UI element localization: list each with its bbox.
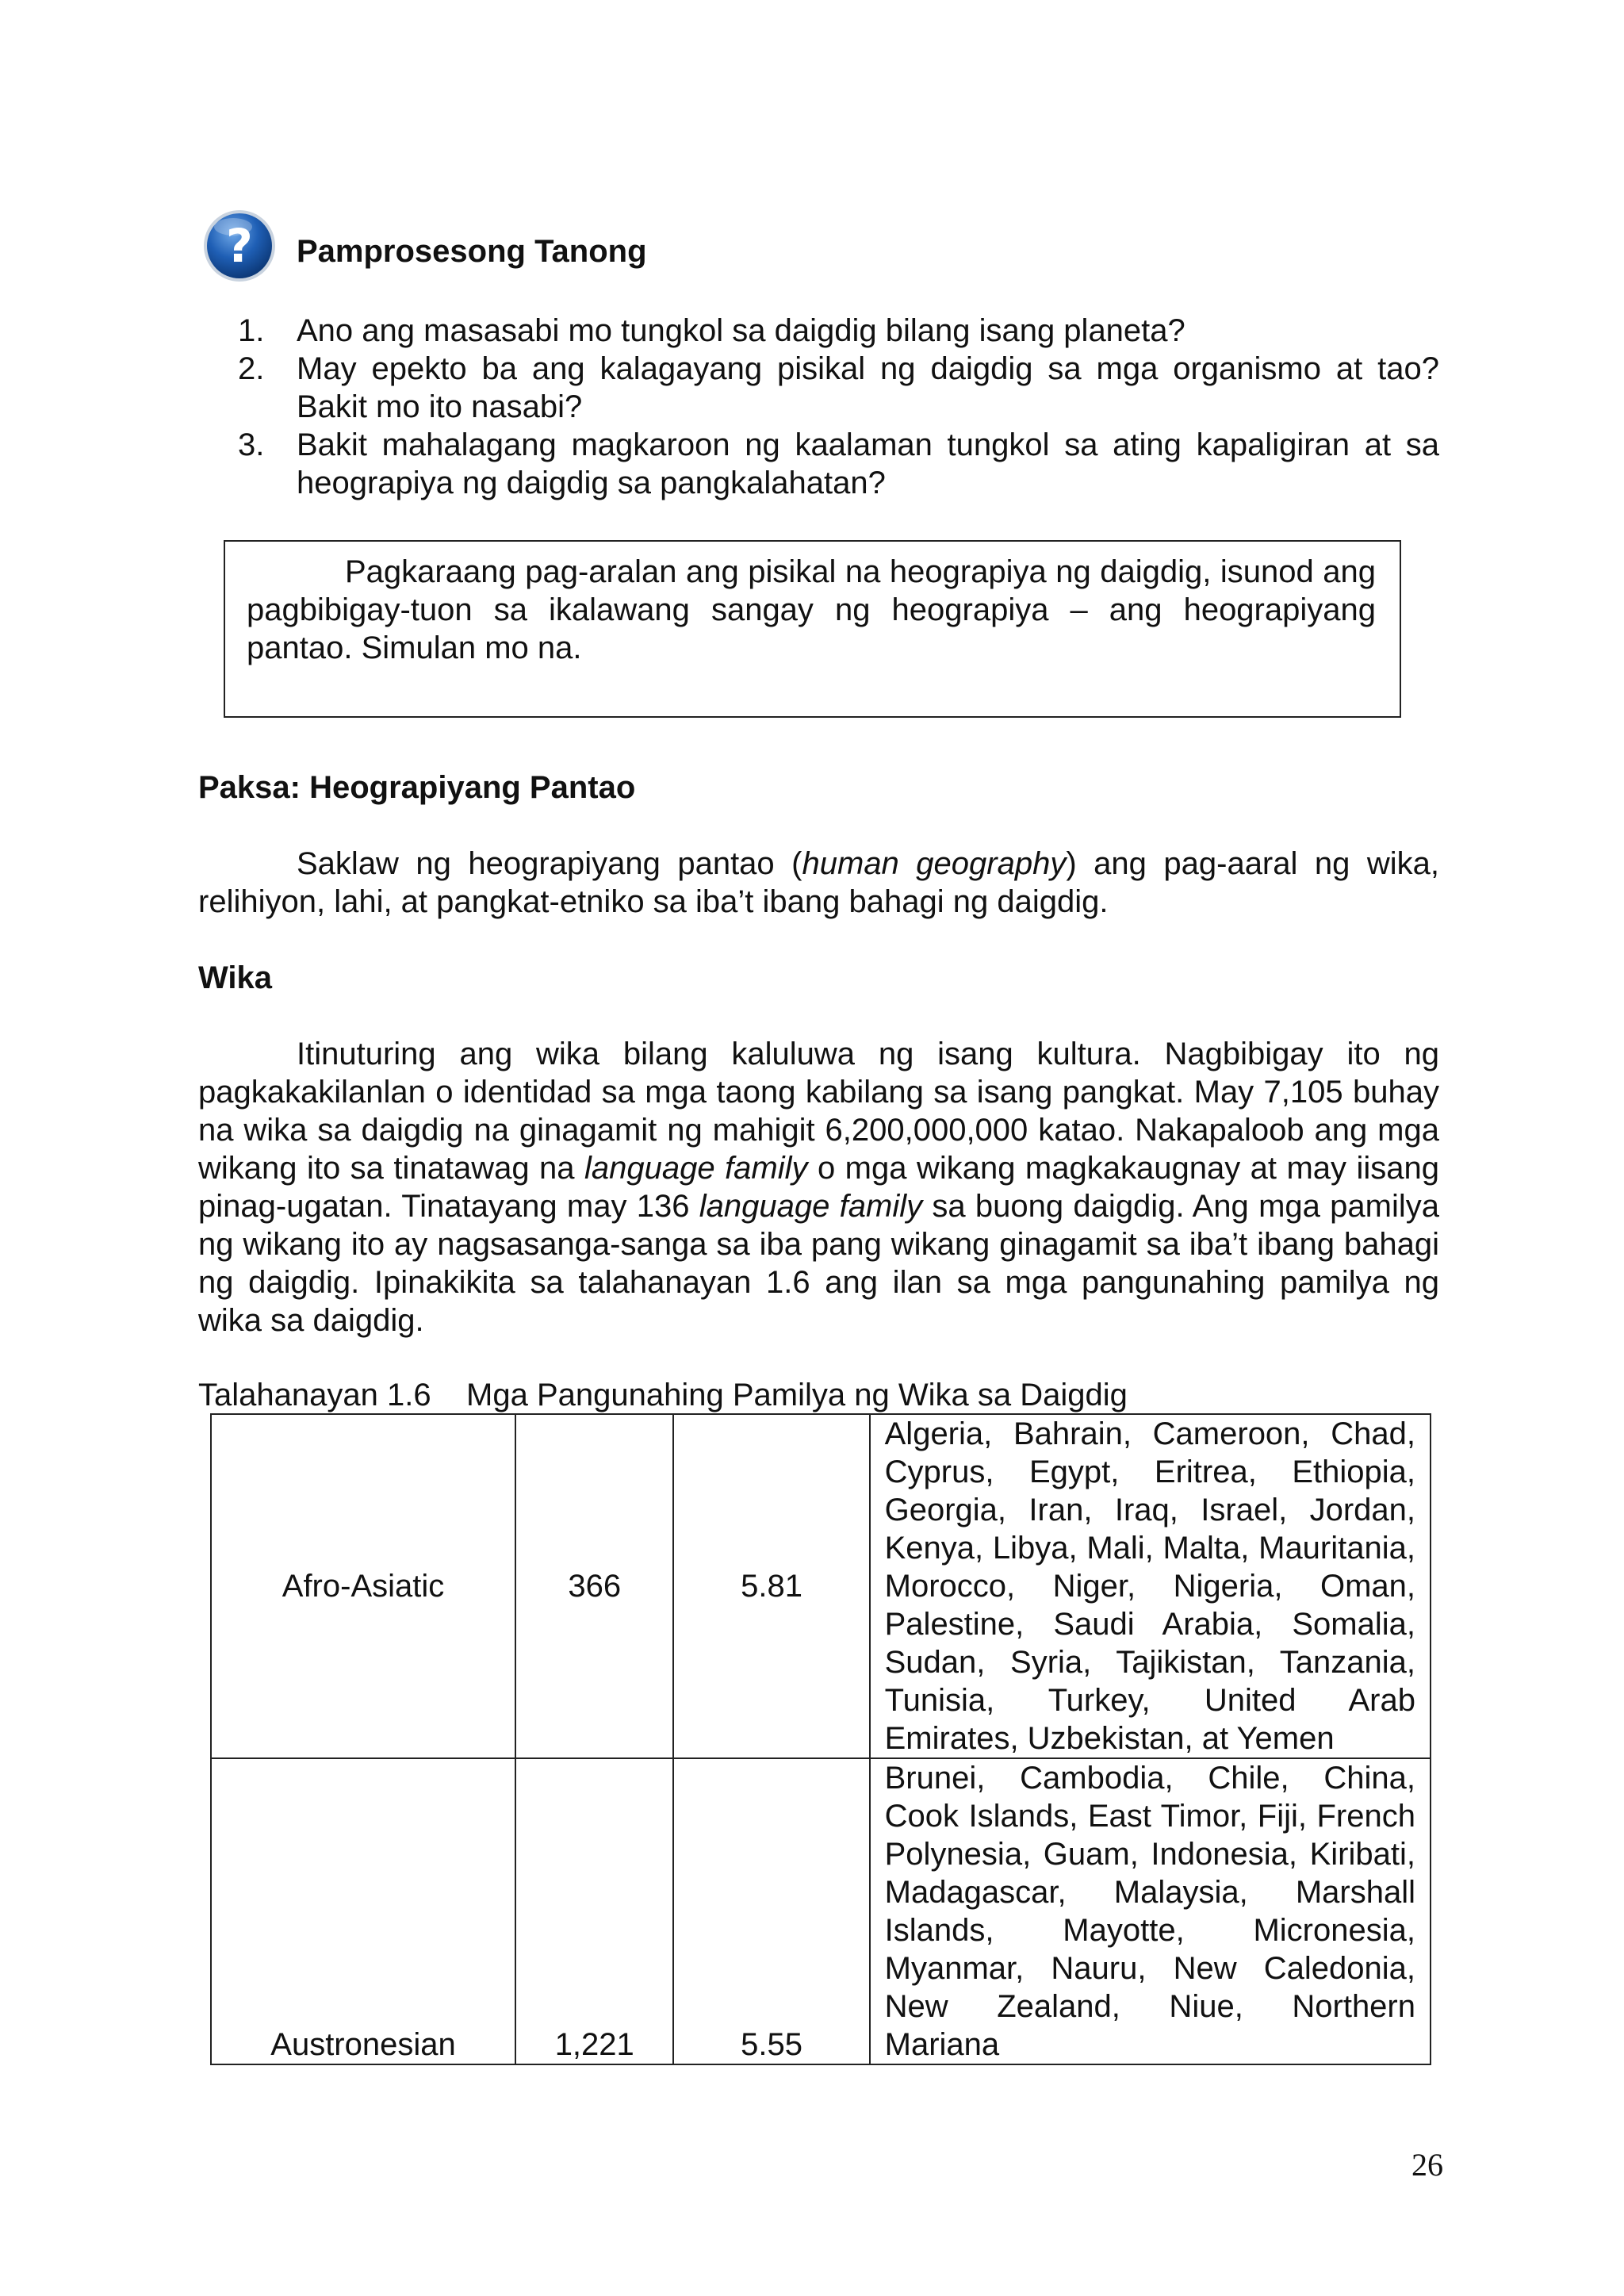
wika-heading: Wika <box>198 960 273 995</box>
list-text: May epekto ba ang kalagayang pisikal ng daigdig sa mga organismo at tao? Bakit mo ito nasabi? <box>297 351 1439 424</box>
table-caption: Talahanayan 1.6 Mga Pangunahing Pamilya ng Wika sa Daigdig <box>198 1378 1128 1412</box>
section-title: Pamprosesong Tanong <box>297 234 647 269</box>
countries-cell: Algeria, Bahrain, Cameroon, Chad, Cyprus, Egypt, Eritrea, Ethiopia, Georgia, Iran, Iraq, Israel, Jordan, Kenya, Libya, Mali, Malta, Mauritania, Morocco, Niger, Nigeria, Oman, Palestine, Saudi Arabia, Somalia, Sudan, Syria, Tajikistan, Tanzania, Tunisia, Turkey, United Arab Emirates, Uzbekistan, at Yemen <box>870 1414 1431 1758</box>
list-item <box>238 426 1439 502</box>
svg-text:?: ? <box>226 219 253 273</box>
intro-text: ) ang pag-aaral ng wika, relihiyon, lahi, at pangkat-etniko sa iba’t ibang bahagi ng daigdig. <box>198 846 1439 919</box>
count-cell: 366 <box>515 1414 673 1758</box>
paragraph-text: o mga wikang magkakaugnay at may iisang pinag-ugatan. Tinatayang may 136 <box>198 1151 1440 1224</box>
table-row <box>211 1758 1431 2064</box>
question-list <box>238 312 1439 502</box>
instruction-box <box>224 540 1401 718</box>
paragraph-italic: language family <box>584 1151 808 1186</box>
paragraph-italic: language family <box>699 1189 923 1224</box>
list-text: Bakit mahalagang magkaroon ng kaalaman tungkol sa ating kapaligiran at sa heograpiya ng daigdig sa pangkalahatan? <box>297 427 1439 500</box>
language-family-table <box>210 1413 1431 2065</box>
wika-paragraph <box>198 1035 1439 1340</box>
intro-paragraph <box>198 845 1439 921</box>
list-number: 2. <box>238 351 265 386</box>
list-number: 1. <box>238 313 265 348</box>
table-row <box>211 1414 1431 1758</box>
list-item <box>238 350 1439 426</box>
list-number: 3. <box>238 427 265 462</box>
instruction-text: Pagkaraang pag-aralan ang pisikal na heograpiya ng daigdig, isunod ang pagbibigay-tuon sa ikalawang sangay ng heograpiya – ang heograpiyang pantao. Simulan mo na. <box>247 554 1376 665</box>
list-text: Ano ang masasabi mo tungkol sa daigdig bilang isang planeta? <box>297 313 1185 348</box>
countries-cell: Brunei, Cambodia, Chile, China, Cook Islands, East Timor, Fiji, French Polynesia, Guam, Indonesia, Kiribati, Madagascar, Malaysia, Marshall Islands, Mayotte, Micronesia, Myanmar, Nauru, New Caledonia, New Zealand, Niue, Northern Mariana <box>870 1758 1431 2064</box>
list-item <box>238 312 1439 350</box>
intro-text: Saklaw ng heograpiyang pantao ( <box>297 846 802 881</box>
paragraph-text: sa buong daigdig. Ang mga pamilya ng wikang ito ay nagsasanga-sanga sa iba pang wikang ginagamit sa iba’t ibang bahagi ng daigdig. Ipinakikita sa talahanayan 1.6 ang ilan sa mga pangunahing pamilya ng wika sa daigdig. <box>198 1189 1439 1338</box>
count-cell: 1,221 <box>515 1758 673 2064</box>
topic-heading: Paksa: Heograpiyang Pantao <box>198 770 636 805</box>
family-cell: Austronesian <box>211 1758 515 2064</box>
page-number: 26 <box>1411 2147 1443 2183</box>
percent-cell: 5.81 <box>673 1414 869 1758</box>
question-mark-icon <box>201 208 278 284</box>
paragraph-text: Itinuturing ang wika bilang kaluluwa ng isang kultura. Nagbibigay ito ng pagkakakilanlan o identidad sa mga taong kabilang sa isang pangkat. May 7,105 buhay na wika sa daigdig na ginagamit ng mahigit 6,200,000,000 katao. Nakapaloob ang mga wikang ito sa tinatawag na <box>198 1037 1439 1186</box>
family-cell: Afro-Asiatic <box>211 1414 515 1758</box>
percent-cell: 5.55 <box>673 1758 869 2064</box>
intro-italic: human geography <box>802 846 1067 881</box>
